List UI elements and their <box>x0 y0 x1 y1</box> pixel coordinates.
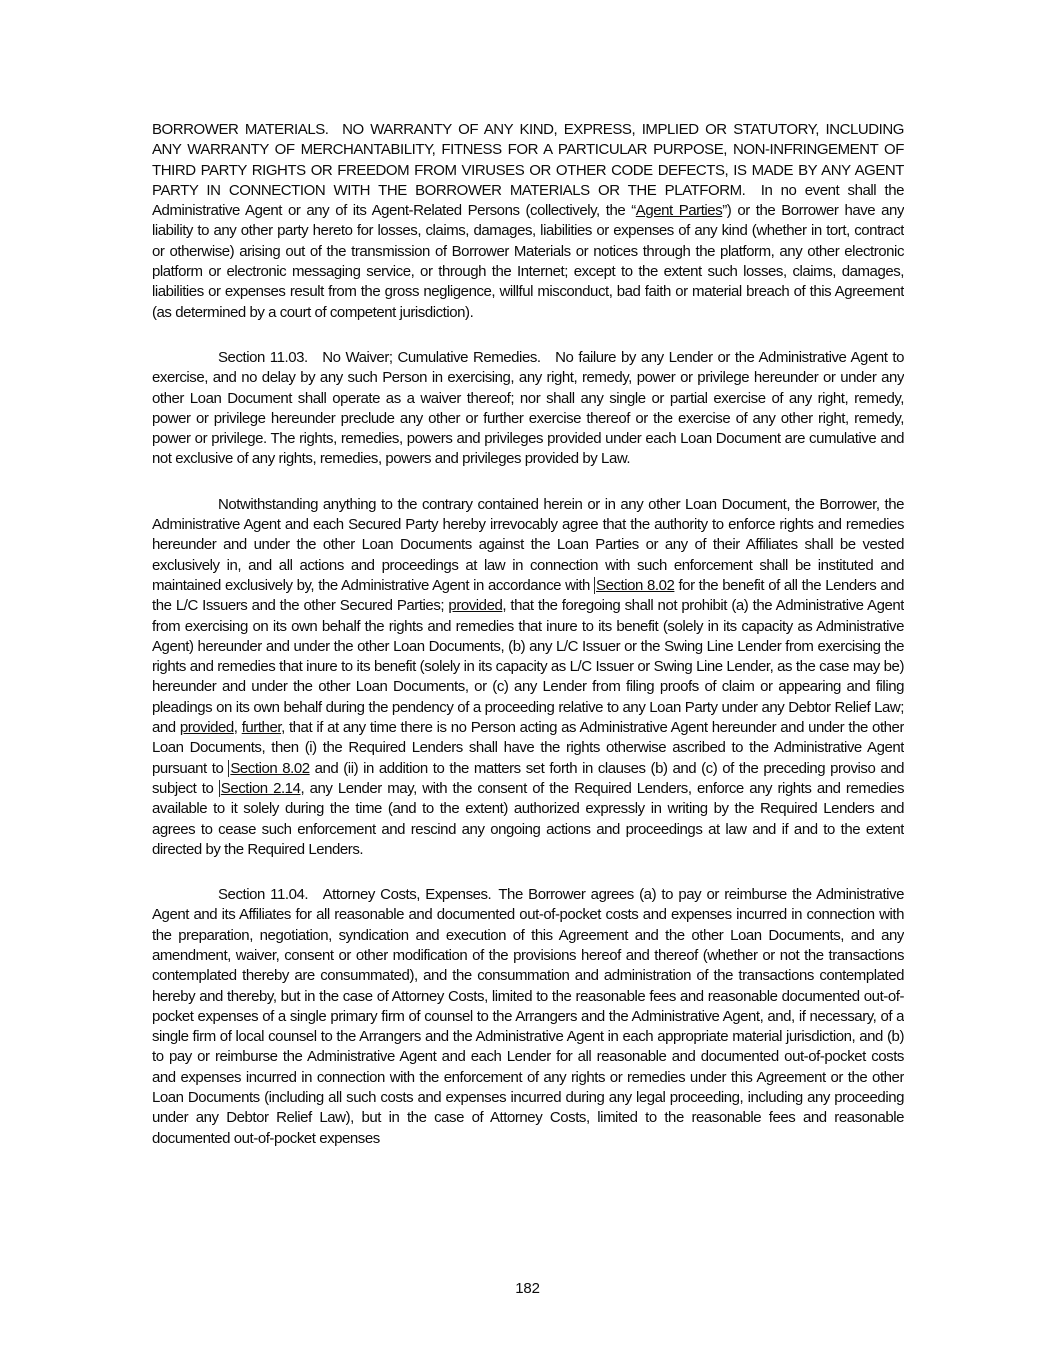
section-xref-link[interactable]: Section 8.02 <box>596 576 675 594</box>
document-body <box>152 120 904 1265</box>
text-run: , that the foregoing shall not prohibit (a) the Administrative Agent from exercising on its own behalf the rights and remedies that inure to its benefit (solely in its capacity as Administrative Agent) hereunder and under the other Loan Documents, (b) any L/C Issuer or the Swing Line Lender from exercising the rights and remedies that inure to its benefit (solely in its capacity as L/C Issuer or Swing Line Lender, as the case may be) hereunder and under the other Loan Documents, or (c) any Lender from filing proofs of claim or appearing and filing pleadings on its own behalf during the pendency of a proceeding relative to any Loan Party under any Debtor Relief Law; and <box>152 597 904 737</box>
defined-term: provided <box>448 597 503 615</box>
defined-term: provided <box>179 719 234 737</box>
defined-term: Agent Parties <box>635 202 723 220</box>
text-run: ”) or the Borrower have any liability to any other party hereto for losses, claims, damages, liabilities or expenses of any kind (whether in tort, contract or otherwise) arising out of the transmission of Borrower Materials or notices through the platform, any other electronic platform or electronic messaging service, or through the Internet; except to the extent such losses, claims, damages, liabilities or expenses result from the gross negligence, willful misconduct, bad faith or material breach of this Agreement (as determined by a court of competent jurisdiction). <box>152 202 904 321</box>
defined-term: further <box>241 719 282 737</box>
paragraph-section-11-04 <box>152 885 904 1149</box>
paragraph-section-11-03 <box>152 348 904 470</box>
text-run: Section 11.04. <box>218 886 323 904</box>
section-xref-link[interactable]: Section 8.02 <box>230 759 310 777</box>
page-number: 182 <box>515 1280 540 1297</box>
text-run: Notwithstanding anything to the contrary contained herein or in any other Loan Document, the Borrower, the Administrative Agent and each Secured Party hereby irrevocably agree that the authority to enforce rights and remedies hereunder and under the other Loan Documents against the Loan Parties or any of their Affiliates shall be vested exclusively in, and all actions and proceedings at law in connection with such enforcement shall be instituted and maintained exclusively by, the Administrative Agent in accordance with <box>152 495 904 594</box>
text-run: and (ii) in addition to the matters set forth in clauses (b) and (c) of the preceding proviso and subject to <box>152 759 904 797</box>
text-run: BORROWER MATERIALS. NO WARRANTY OF ANY KIND, EXPRESS, IMPLIED OR STATUTORY, INCLUDING ANY WARRANTY OF MERCHANTABILITY, FITNESS FOR A PARTICULAR PURPOSE, NON-INFRINGEMENT OF THIRD PARTY RIGHTS OR FREEDOM FROM VIRUSES OR OTHER CODE DEFECTS, IS MADE BY ANY AGENT PARTY IN CONNECTION WITH THE BORROWER MATERIALS OR THE PLATFORM. In no event shall the Administrative Agent or any of its Agent-Related Persons (collectively, the “ <box>152 121 904 220</box>
text-run: , <box>233 719 242 737</box>
text-run: Section 11.03. <box>218 348 323 366</box>
paragraph-enforcement-authority <box>152 495 904 860</box>
text-run: , that if at any time there is no Person acting as Administrative Agent hereunder and under the other Loan Documents, then (i) the Required Lenders shall have the rights otherwise ascribed to the Administrative Agent pursuant to <box>152 719 904 777</box>
text-run: Attorney Costs, Expenses. <box>322 886 499 904</box>
text-run: No failure by any Lender or the Administrative Agent to exercise, and no delay by any such Person in exercising, any right, remedy, power or privilege hereunder or under any other Loan Document shall operate as a waiver thereof; nor shall any single or partial exercise of any right, remedy, power or privilege hereunder preclude any other or further exercise thereof or the exercise of any other right, remedy, power or privilege. The rights, remedies, powers and privileges provided under each Loan Document are cumulative and not exclusive of any rights, remedies, powers and privileges provided by Law. <box>152 348 904 468</box>
text-run: for the benefit of all the Lenders and the L/C Issuers and the other Secured Parties; <box>152 576 904 615</box>
paragraph-borrower-materials-warranty <box>152 120 904 323</box>
text-run: , any Lender may, with the consent of the Required Lenders, enforce any rights and remedies available to it solely during the time (and to the extent) authorized expressly in writing by the Required Lenders and agrees to cease such enforcement and rescind any ongoing actions and proceedings at law and if and to the extent directed by the Required Lenders. <box>152 779 904 858</box>
text-run: No Waiver; Cumulative Remedies. <box>322 348 556 366</box>
section-xref-link[interactable]: Section 2.14 <box>220 779 301 797</box>
text-run: The Borrower agrees (a) to pay or reimburse the Administrative Agent and its Affiliates for all reasonable and documented out-of-pocket costs and expenses incurred in connection with the preparation, negotiation, syndication and execution of this Agreement and the other Loan Documents, and any amendment, waiver, consent or other modification of the provisions hereof and thereof (whether or not the transactions contemplated thereby are consummated), and the consummation and administration of the transactions contemplated hereby and thereby, but in the case of Attorney Costs, limited to the reasonable fees and reasonable documented out-of-pocket expenses of a single primary firm of counsel to the Arrangers and the Administrative Agent, and, if necessary, of a single firm of local counsel to the Arrangers and the Administrative Agent in each appropriate material jurisdiction, and (b) to pay or reimburse the Administrative Agent and each Lender for all reasonable and documented out-of-pocket costs and expenses incurred in connection with the enforcement of any rights or remedies under this Agreement or the other Loan Documents (including all such costs and expenses incurred during any legal proceeding, including any proceeding under any Debtor Relief Law), but in the case of Attorney Costs, limited to the reasonable fees and reasonable documented out-of-pocket expenses <box>152 886 904 1147</box>
